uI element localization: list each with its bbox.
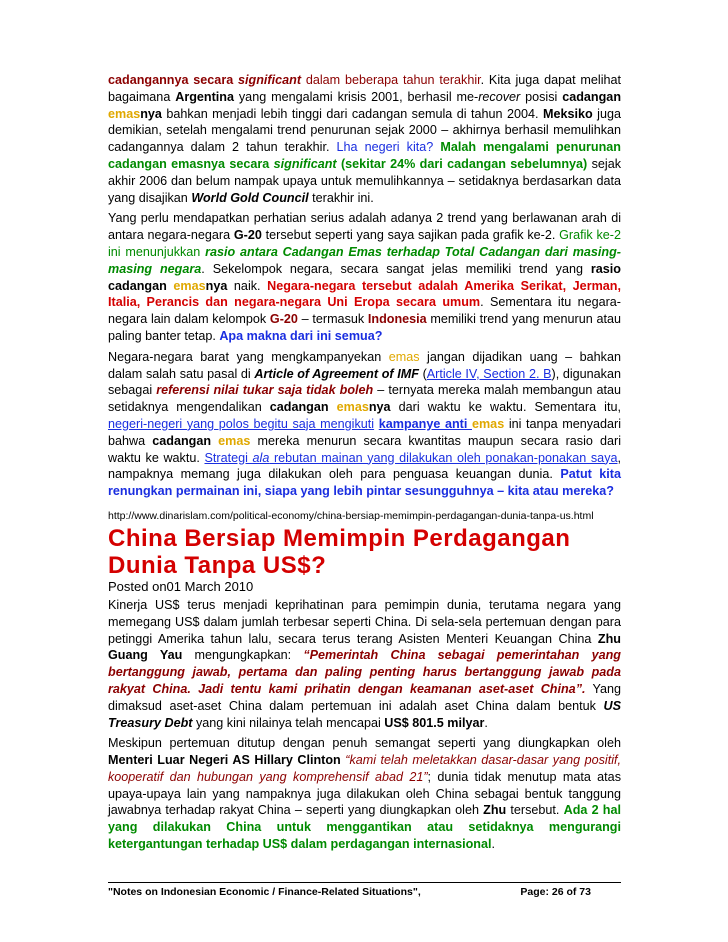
- p2-run: memiliki trend yang menurun atau paling banter tetap.: [108, 312, 621, 343]
- source-url[interactable]: http://www.dinarislam.com/political-economy/china-bersiap-memimpin-perdagangan-dunia-tanpa-us.html: [108, 509, 594, 522]
- p3-run: dari waktu ke waktu. Sementara itu,: [390, 400, 621, 415]
- p1-run: posisi: [520, 89, 563, 104]
- p1-run: terakhir ini.: [308, 190, 374, 205]
- paragraph-clinton: [108, 735, 621, 853]
- p2-run: Apa makna dari ini semua?: [219, 328, 383, 343]
- p2-run: rasio cadangan: [108, 261, 621, 293]
- paragraph-gold-reserves: [108, 72, 621, 206]
- p2-run: Grafik ke-2 ini menunjukkan: [108, 228, 621, 259]
- p1-run: World Gold Council: [191, 190, 309, 205]
- p3-run: emas: [218, 433, 251, 448]
- paragraph-g20-trend: [108, 210, 621, 344]
- p1-run: juga demikian, setelah mengalami trend penurunan sejak 2000 – akhirnya berhasil memulihkan cadangannya dalam 2 tahun terakhir.: [108, 106, 621, 155]
- p2-run: – termasuk: [297, 312, 368, 327]
- p1-run: bahkan menjadi lebih tinggi dari cadangan semula di tahun 2004.: [161, 106, 543, 121]
- document-body: [108, 72, 621, 857]
- p5-run: “kami telah meletakkan dasar-dasar yang positif, kooperatif dan hubungan yang komprehensif abad 21”: [108, 753, 621, 784]
- p3-run: (: [418, 366, 427, 381]
- p3-run: ini tanpa menyadari bahwa: [108, 416, 622, 448]
- p1-run: . Kita juga dapat melihat bagaimana: [108, 73, 621, 104]
- page-number: Page: 26 of 73: [520, 886, 591, 898]
- p1-run: dalam beberapa tahun terakhir: [301, 73, 481, 87]
- p5-run: ; dunia tidak menutup mata atas upaya-upaya lain yang nampaknya juga dilakukan oleh China sebagai bentuk tanggung jawabnya terhadap rakyat China – seperti yang diungkapkan oleh: [108, 769, 621, 818]
- p3-run: mereka menurun secara kwantitas maupun secara rasio dari waktu ke waktu.: [108, 433, 621, 465]
- p2-run: . Sekelompok negara, secara sangat jelas memiliki trend yang: [201, 261, 591, 276]
- p3-run[interactable]: negeri-negeri yang polos begitu saja mengikuti: [108, 416, 375, 431]
- p1-run: yang mengalami krisis 2001, berhasil me-: [234, 89, 479, 104]
- p3-run[interactable]: ala: [252, 450, 270, 465]
- p3-run: emas: [471, 416, 505, 431]
- p1-run: sejak akhir 2006 dan belum nampak upaya untuk memulihkannya – setidaknya berdasarkan data yang disajikan: [108, 156, 621, 205]
- footer-title: "Notes on Indonesian Economic / Finance-Related Situations",: [108, 886, 421, 898]
- p3-run: nya: [368, 400, 391, 415]
- p2-run: Indonesia: [367, 312, 427, 327]
- p3-run[interactable]: rebutan mainan yang dilakukan oleh ponakan-ponakan saya: [269, 450, 618, 465]
- p3-run: cadangan: [269, 400, 337, 415]
- p3-run: jangan dijadikan uang – bahkan dalam salah satu pasal di: [108, 349, 621, 381]
- p1-run: nya: [140, 106, 162, 121]
- p3-run: emas: [388, 349, 420, 364]
- p1-run: significant: [273, 156, 337, 171]
- p2-run: Negara-negara tersebut adalah Amerika Serikat, Jerman, Italia, Perancis dan negara-negara Uni Eropa secara umum: [108, 278, 621, 310]
- p3-run: Patut kita renungkan permainan ini, siapa yang lebih pintar sesungguhnya – kita atau mereka?: [108, 467, 621, 499]
- p1-run: cadangan: [562, 89, 622, 104]
- p5-run: Menteri Luar Negeri AS Hillary Clinton: [108, 753, 341, 768]
- p4-run: “Pemerintah China sebagai pemerintahan yang bertanggung jawab, pertama dan paling penting harus bertanggung jawab pada rakyat China. Jadi tentu kami prihatin dengan keamanan aset-aset China”.: [108, 648, 621, 696]
- p3-run[interactable]: kampanye anti: [378, 416, 472, 431]
- article-title: China Bersiap Memimpin Perdagangan Dunia Tanpa US$?: [108, 524, 571, 579]
- paragraph-imf-campaign: [108, 349, 621, 500]
- page-footer: [108, 882, 621, 898]
- p5-run: Meskipun pertemuan ditutup dengan penuh semangat seperti yang diungkapkan oleh: [108, 736, 621, 751]
- p1-run: Argentina: [175, 89, 234, 104]
- p3-run: Article of Agreement of IMF: [254, 366, 419, 381]
- p2-run: rasio antara Cadangan Emas terhadap Total Cadangan dari masing-masing negara: [108, 244, 621, 276]
- p3-run: Negara-negara barat yang mengkampanyekan: [108, 349, 389, 364]
- p1-run: significant: [238, 73, 302, 87]
- p3-run: ), digunakan sebagai: [108, 366, 621, 398]
- paragraph-us-dollar: [108, 597, 621, 731]
- p3-run: referensi nilai tukar saja tidak boleh: [156, 383, 374, 398]
- p5-run: Zhu: [483, 803, 507, 818]
- p1-run: Meksiko: [543, 106, 593, 121]
- p4-run: Yang dimaksud aset-aset China dalam pertemuan ini adalah aset China dalam bentuk: [108, 681, 622, 713]
- p3-run: – ternyata mereka malah membangun atau setidaknya mengendalikan: [108, 383, 621, 415]
- p2-run: tersebut seperti yang saya sajikan pada grafik ke-2.: [261, 228, 560, 243]
- p5-run: tersebut.: [506, 803, 564, 818]
- p3-run: , nampaknya memang juga dilakukan oleh para penguasa keuangan dunia.: [108, 450, 621, 482]
- p1-run: Malah mengalami penurunan cadangan emasnya secara: [108, 140, 622, 171]
- p2-run: nya: [205, 278, 228, 293]
- p2-run: . Sementara itu negara-negara lain dalam kelompok: [108, 295, 622, 327]
- p4-run: Zhu Guang Yau: [108, 631, 621, 663]
- p4-run: Kinerja US$ terus menjadi keprihatinan para pemimpin dunia, terutama negara yang memegang US$ dalam jumlah terbesar seperti China. Di sela-sela pertemuan dengan para petinggi Amerika tahun lalu, secara terus terang Asisten Menteri Keuangan China: [108, 597, 621, 646]
- p2-run: naik.: [227, 278, 268, 293]
- p4-run: US Treasury Debt: [108, 698, 621, 730]
- p4-run: .: [484, 715, 488, 730]
- p1-run: recover: [478, 89, 521, 104]
- p3-run: cadangan: [152, 433, 219, 448]
- p4-run: yang kini nilainya telah mencapai: [192, 715, 385, 730]
- p2-run: Yang perlu mendapatkan perhatian serius adalah adanya 2 trend yang berlawanan arah di antara negara-negara: [108, 211, 621, 243]
- p2-run: G-20: [269, 312, 298, 327]
- p3-run: emas: [336, 400, 369, 415]
- p5-run: Ada 2 hal yang dilakukan China untuk menggantikan atau setidaknya mengurangi ketergantungan terhadap US$ dalam perdagangan internasional: [108, 803, 621, 852]
- p4-run: US$ 801.5 milyar: [384, 715, 485, 730]
- p2-run: emas: [173, 278, 206, 293]
- p1-run: emas: [108, 106, 141, 121]
- p5-run: .: [491, 837, 495, 852]
- p1-run: (sekitar 24% dari cadangan sebelumnya): [336, 156, 588, 171]
- p2-run: G-20: [233, 228, 262, 243]
- p1-run: Lha negeri kita?: [336, 140, 434, 155]
- p3-run[interactable]: Strategi: [204, 450, 253, 465]
- p3-run[interactable]: Article IV, Section 2. B: [426, 366, 552, 381]
- p4-run: mengungkapkan:: [182, 648, 304, 663]
- posted-date: Posted on01 March 2010: [108, 578, 254, 594]
- p1-run: cadangannya secara: [108, 73, 239, 87]
